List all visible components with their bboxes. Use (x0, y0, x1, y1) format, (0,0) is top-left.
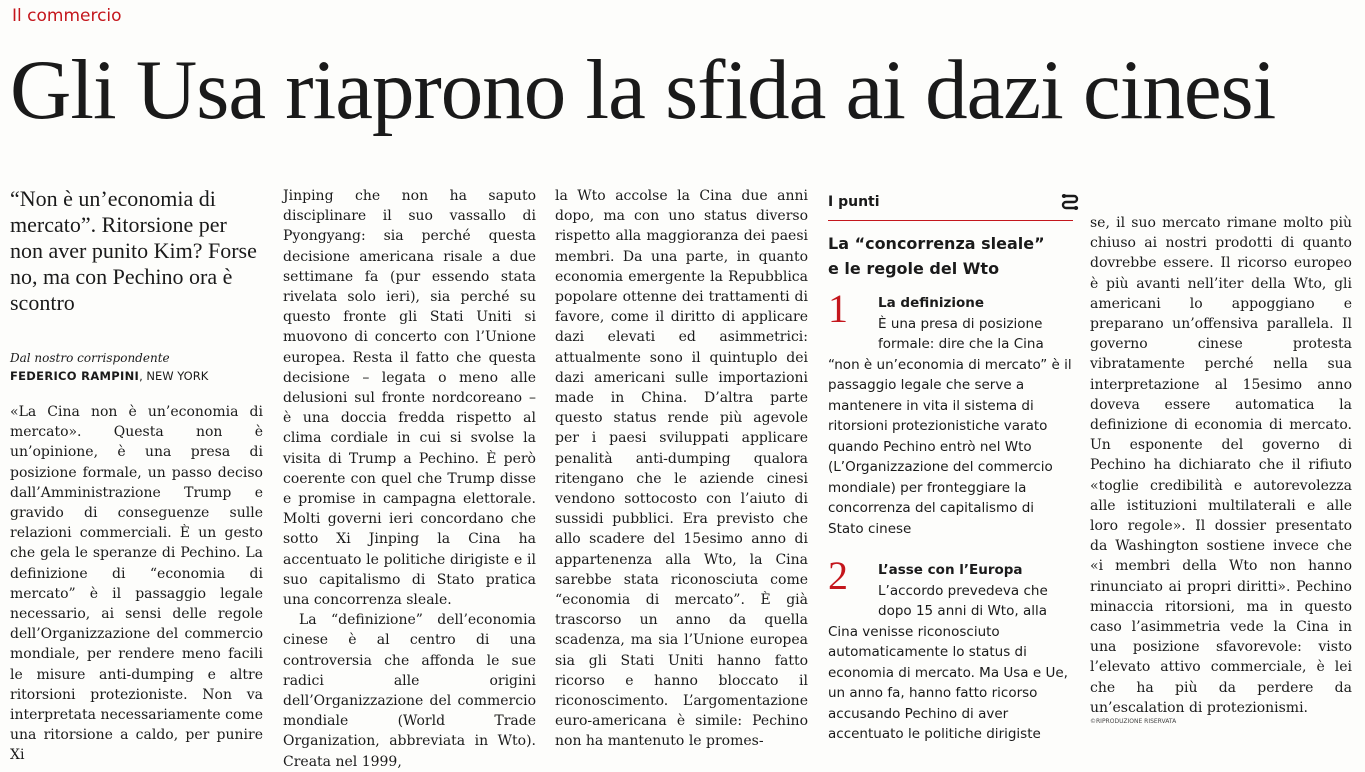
key-point-text: L’accordo prevedeva che dopo 15 anni di Wto, alla (878, 582, 1048, 619)
article-column-3 (555, 186, 808, 752)
key-point-text: “non è un’economia di mercato” è il passaggio legale che serve a mantenere in vita il sistema di ritorsioni protezionistiche varato quando Pechino entrò nel Wto (L’Organizzazione del commercio mondiale) per fronteggiare la concorrenza del capitalismo di Stato cinese (828, 356, 1072, 537)
author: FEDERICO RAMPINI (10, 369, 140, 383)
section-kicker: Il commercio (12, 6, 122, 26)
article-paragraph: «La Cina non è un’economia di mercato». Questa non è un’opinione, è una presa di posizione formale, un passo deciso dall’Amministrazione Trump e gravido di conseguenze sulle relazioni commerciali. È un gesto che gela le speranze di Pechino. La definizione di “economia di mercato” è il passaggio legale necessario, ai sensi delle regole dell’Organizzazione del commercio mondiale, per rendere meno facili le misure anti-dumping e altre ritorsioni protezioniste. Non va interpretata necessariamente come una ritorsione a caldo, per punire Xi (10, 404, 263, 764)
key-point-title: L’asse con l’Europa (878, 562, 1023, 578)
key-point-title: La definizione (878, 295, 985, 311)
scroll-icon (1059, 192, 1081, 214)
article-column-5 (1090, 213, 1352, 718)
copyright-notice: ©RIPRODUZIONE RISERVATA (1090, 718, 1177, 725)
article-paragraph: se, il suo mercato rimane molto più chiuso ai nostri prodotti di quanto dovrebbe essere. Il ricorso europeo è più avanti nell’iter della Wto, gli americani lo appoggiano e preparano un’offensiva parallela. Il governo cinese protesta vibratamente perché nella sua interpretazione al 15esimo anno doveva essere automatica la definizione di economia di mercato. Un esponente del governo di Pechino ha dichiarato che il rifiuto «toglie credibilità e autorevolezza alle istituzioni multilaterali e alle loro regole». Il dossier presentato da Washington sostiene invece che «i membri della Wto non hanno rinunciato ai propri diritti». Pechino minaccia ritorsioni, ma in questo caso l’asimmetria vede la Cina in una posizione sfavorevole: visto l’elevato attivo commerciale, è lei che ha più da perdere da un’escalation di protezionismi. (1090, 215, 1352, 716)
article-paragraph: la Wto accolse la Cina due anni dopo, ma con uno status diverso rispetto alla maggioranza dei paesi membri. Da una parte, in quanto economia emergente la Repubblica popolare ottenne dei trattamenti di favore, come il diritto di applicare dazi elevati ed asimmetrici: attualmente sono il quintuplo dei dazi americani sulle importazioni made in China. D’altra parte questo status rende più agevole per i paesi sviluppati applicare penalità anti-dumping qualora ritengano che le aziende cinesi vendono sottocosto con l’aiuto di sussidi pubblici. Era previsto che allo scadere del 15esimo anno di appartenenza alla Wto, la Cina sarebbe stata riconosciuta come “economia di mercato”. È già trascorso un anno da quella scadenza, ma sia l’Unione europea sia gli Stati Uniti hanno fatto ricorso e hanno bloccato il riconoscimento. L’argomentazione euro-americana è simile: Pechino non ha mantenuto le promes- (555, 188, 808, 750)
key-point-text: È una presa di posizione formale: dire che la Cina (878, 315, 1044, 352)
subtitle: “Non è un’economia di mercato”. Ritorsione per non aver punito Kim? Forse no, ma con Pechino ora è scontro (10, 186, 257, 315)
article-column-1 (10, 186, 263, 766)
key-point-number: 2 (828, 553, 848, 598)
key-point-text: Cina venisse riconosciuto automaticamente lo status di economia di mercato. Ma Usa e Ue, un anno fa, hanno fatto ricorso accusando Pechino di aver accentuato le politiche dirigiste (828, 623, 1068, 742)
key-point (828, 553, 1073, 745)
headline: Gli Usa riaprono la sfida ai dazi cinesi (10, 43, 1276, 137)
key-point-number: 1 (828, 286, 848, 331)
article-paragraph: Jinping che non ha saputo disciplinare il suo vassallo di Pyongyang: sia perché questa decisione americana risale a due settimane fa (pur essendo stata rivelata solo ieri), sia perché su questo fronte gli Stati Uniti si muovono di concerto con l’Unione europea. Resta il fatto che questa decisione – legata o meno alle delusioni sul fronte nordcoreano – è una doccia fredda rispetto al clima cordiale in cui si svolse la visita di Trump a Pechino. È però coerente con quel che Trump disse e promise in campagna elettorale. Molti governi ieri concordano che sotto Xi Jinping la Cina ha accentuato le politiche dirigiste e il suo capitalismo di Stato pratica una concorrenza sleale. (283, 188, 536, 609)
article-paragraph: La “definizione” dell’economia cinese è al centro di una controversia che affonda le sue radici alle origini dell’Organizzazione del commercio mondiale (World Trade Organization, abbreviata in Wto). Creata nel 1999, (283, 612, 536, 770)
dateline: Dal nostro corrispondente (10, 351, 170, 365)
key-points-box (828, 190, 1073, 745)
location: , NEW YORK (139, 369, 209, 383)
key-points-label: I punti (828, 194, 880, 210)
byline (10, 368, 263, 384)
article-column-2 (283, 186, 536, 772)
key-point (828, 286, 1073, 539)
key-points-header (828, 190, 1073, 221)
key-points-title: La “concorrenza sleale” e le regole del Wto (828, 234, 1045, 278)
